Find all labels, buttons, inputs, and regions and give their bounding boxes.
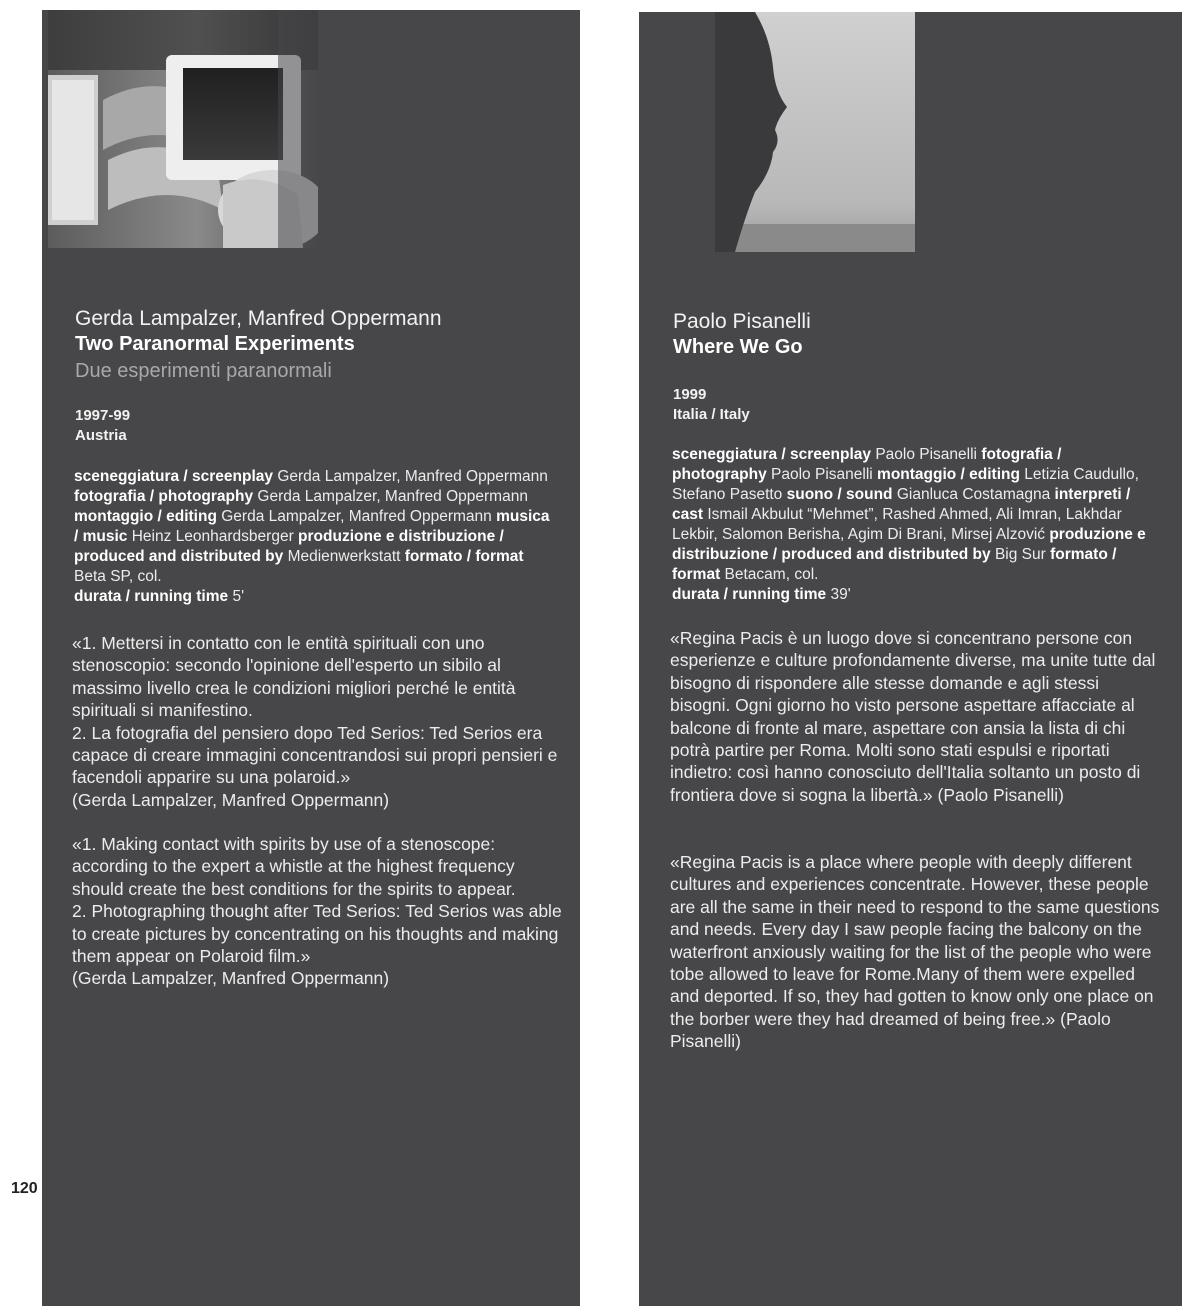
sound-label: suono / sound — [786, 486, 893, 503]
format-label: formato / format — [672, 546, 1117, 583]
duration-label: durata / running time — [672, 586, 827, 603]
film-still-image — [48, 10, 318, 248]
screenplay-label: sceneggiatura / screenplay — [74, 468, 274, 485]
production-label: produzione e distribuzione / produced and distributed by — [74, 528, 504, 565]
film-still-photo — [715, 12, 915, 252]
editing-value: Letizia Caudullo, Stefano Pasetto — [672, 466, 1139, 503]
photography-value: Paolo Pisanelli — [771, 466, 873, 483]
quote-english: «1. Making contact with spirits by use of a stenoscope: according to the expert a whistle at the highest frequency should create the best conditions for the spirits to appear. 2. Photographing thought after Ted Serios: Ted Serios was able to create pictures by concentrating on his thoughts and making them appear on Polaroid film.» (Gerda Lampalzer, Manfred Oppermann) — [72, 834, 562, 989]
duration-value: 5' — [232, 588, 245, 605]
screenplay-value: Paolo Pisanelli — [875, 446, 978, 463]
editing-label: montaggio / editing — [877, 466, 1020, 483]
film-entry-right — [639, 12, 1182, 1306]
production-label: produzione e distribuzione / produced and distributed by — [672, 526, 1146, 563]
film-still-image — [715, 12, 915, 252]
format-value: Betacam, col. — [724, 566, 819, 583]
production-value: Medienwerkstatt — [287, 548, 401, 565]
film-title: Two Paranormal Experiments — [75, 333, 355, 355]
photography-value: Gerda Lampalzer, Manfred Oppermann — [257, 488, 528, 505]
film-credits — [672, 445, 1156, 605]
cast-label: interpreti / cast — [672, 486, 1131, 523]
film-year: 1997-99 — [75, 407, 131, 424]
duration-value: 39' — [830, 586, 851, 603]
production-value: Big Sur — [994, 546, 1046, 563]
film-subtitle: Due esperimenti paranormali — [75, 360, 332, 382]
editing-value: Gerda Lampalzer, Manfred Oppermann — [221, 508, 492, 525]
music-value: Heinz Leonhardsberger — [131, 528, 294, 545]
screenplay-value: Gerda Lampalzer, Manfred Oppermann — [277, 468, 548, 485]
screenplay-label: sceneggiatura / screenplay — [672, 446, 872, 463]
film-entry-left — [42, 10, 580, 1306]
quote-italian: «Regina Pacis è un luogo dove si concentrano persone con esperienze e culture profondamente diverse, ma unite tutte dal bisogno di rispondere alle stesse domande e agli stessi bisogni. Ogni giorno ho visto persone aspettare affacciate al balcone di fronte al mare, aspettare con ansia la lista di chi potrà partire per Roma. Molti sono stati espulsi e riportati indietro: così hanno conosciuto dell'Italia soltanto un posto di frontiera dove si sogna la libertà.» (Paolo Pisanelli) — [670, 628, 1156, 805]
photography-label: fotografia / photography — [672, 446, 1062, 483]
format-value: Beta SP, col. — [74, 568, 162, 585]
music-label: musica / music — [74, 508, 550, 545]
duration-label: durata / running time — [74, 588, 229, 605]
film-credits — [74, 467, 552, 607]
quote-italian: «1. Mettersi in contatto con le entità spirituali con uno stenoscopio: secondo l'opinione dell'esperto un sibilo al massimo livello crea le condizioni migliori perché le entità spirituali si manifestino. 2. La fotografia del pensiero dopo Ted Serios: Ted Serios era capace di creare immagini concentrandosi sui propri pensieri e facendoli apparire su una polaroid.» (Gerda Lampalzer, Manfred Oppermann) — [72, 633, 558, 810]
cast-value: Ismail Akbulut “Mehmet”, Rashed Ahmed, Ali Imran, Lakhdar Lekbir, Salomon Berisha, Agim Di Brani, Mirsej Alzović — [672, 506, 1122, 543]
film-country: Italia / Italy — [673, 406, 750, 423]
film-country: Austria — [75, 427, 127, 444]
artist-name: Paolo Pisanelli — [673, 310, 811, 333]
sound-value: Gianluca Costamagna — [896, 486, 1051, 503]
film-title: Where We Go — [673, 336, 803, 358]
quote-english: «Regina Pacis is a place where people with deeply different cultures and experiences concentrate. However, these people are all the same in their need to respond to the same questions and needs. Every day I saw people facing the balcony on the waterfront anxiously waiting for the list of the people who were tobe allowed to leave for Rome.Many of them were expelled and deported. If so, they had gotten to know only one place on the borber were they had dreamed of being free.» (Paolo Pisanelli) — [670, 852, 1160, 1052]
film-year: 1999 — [673, 386, 707, 403]
photography-label: fotografia / photography — [74, 488, 254, 505]
page-number: 120 — [11, 1180, 38, 1197]
format-label: formato / format — [404, 548, 524, 565]
film-still-photo — [48, 10, 318, 248]
editing-label: montaggio / editing — [74, 508, 217, 525]
artist-name: Gerda Lampalzer, Manfred Oppermann — [75, 307, 442, 330]
